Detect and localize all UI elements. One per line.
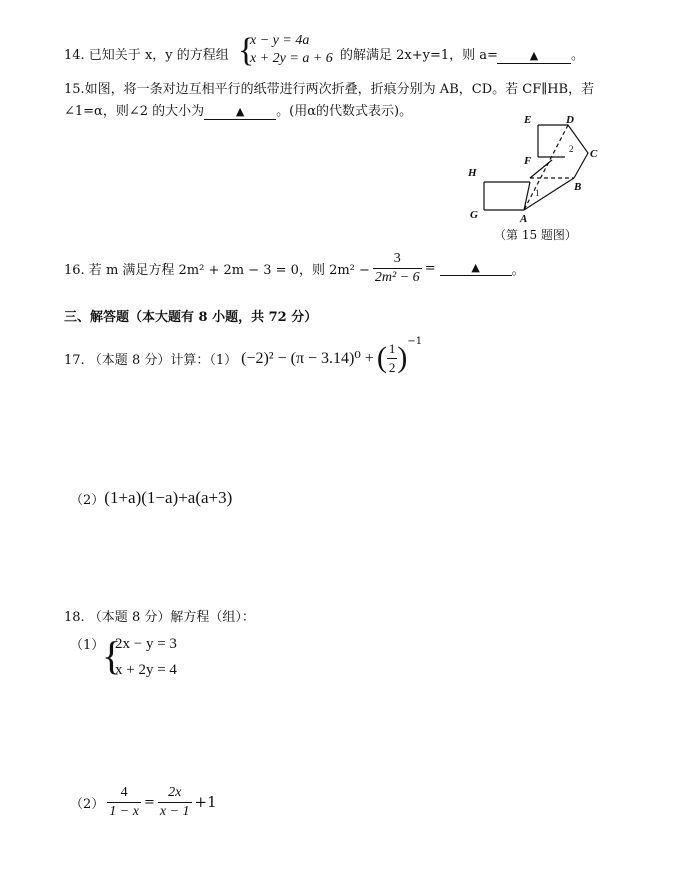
q17-exponent: −1 bbox=[407, 336, 423, 347]
q17-expr1: (−2)² − (π − 3.14)⁰ + bbox=[241, 350, 374, 367]
q16-line bbox=[64, 248, 525, 288]
q14-eq2: x + 2y = a + 6 bbox=[250, 51, 333, 66]
q16-equals: = bbox=[424, 260, 436, 276]
q16-fraction bbox=[373, 250, 422, 287]
q14-eq1: x − y = 4a bbox=[250, 33, 310, 48]
q16-frac-num: 3 bbox=[373, 250, 422, 269]
figure-label-C: C bbox=[590, 148, 598, 160]
q17-paren-close: ) bbox=[397, 341, 408, 374]
q17-frac-num: 1 bbox=[387, 340, 398, 359]
figure-label-B: B bbox=[574, 181, 582, 193]
q15-line2-b: 。(用α的代数式表示)。 bbox=[276, 104, 413, 119]
q17-label: 17. （本题 8 分）计算：（1） bbox=[64, 352, 238, 368]
section-heading: 三、解答题（本大题有 8 小题，共 72 分） bbox=[64, 310, 318, 325]
q18-sys-eq1: 2x − y = 3 bbox=[115, 636, 177, 652]
figure-angle-2: 2 bbox=[569, 144, 574, 154]
answer-triangle-icon: ▲ bbox=[471, 261, 480, 274]
q18-sys-eq2: x + 2y = 4 bbox=[115, 662, 177, 678]
q14-brace: { bbox=[238, 32, 255, 69]
q14-answer-blank bbox=[497, 44, 584, 64]
answer-triangle-icon: ▲ bbox=[235, 105, 245, 118]
q18-equals: = bbox=[143, 794, 155, 810]
q14-end: 。 bbox=[571, 48, 585, 63]
q17-line2 bbox=[70, 488, 232, 508]
q15-line1: 15.如图，将一条对边互相平行的纸带进行两次折叠，折痕分别为 AB，CD。若 CF∥HB，若 bbox=[64, 82, 595, 97]
figure-edge bbox=[530, 160, 552, 178]
q14-suffix: 的解满足 2x+y=1，则 a= bbox=[340, 48, 498, 63]
q18-part2 bbox=[70, 780, 217, 824]
q15-figure-caption: （第 15 题图） bbox=[494, 228, 577, 242]
figure-label-E: E bbox=[524, 114, 532, 126]
figure-label-D: D bbox=[566, 114, 574, 126]
q18-part1-label: （1） bbox=[70, 638, 105, 653]
q17-line1 bbox=[64, 338, 422, 378]
figure-angle-1: 1 bbox=[535, 188, 540, 198]
figure-edge bbox=[524, 182, 530, 210]
q14-prefix: 14. 已知关于 x，y 的方程组 bbox=[64, 48, 229, 63]
q18-part2-label: （2） bbox=[70, 796, 105, 812]
figure-edge bbox=[538, 125, 588, 178]
q17-frac-den: 2 bbox=[388, 359, 396, 375]
answer-triangle-icon: ▲ bbox=[529, 49, 539, 62]
q17-expr2: (1+a)(1−a)+a(a+3) bbox=[104, 488, 233, 507]
q15-line2-a: ∠1=α，则∠2 的大小为 bbox=[64, 104, 205, 119]
q16-end: 。 bbox=[511, 262, 525, 278]
q17-paren-open: ( bbox=[376, 341, 387, 374]
q18-frac1-den: 1 − x bbox=[109, 803, 139, 819]
q16-frac-den: 2m² − 6 bbox=[374, 269, 420, 285]
q17-frac bbox=[387, 340, 398, 377]
q18-frac1-num: 4 bbox=[107, 784, 141, 803]
q18-frac2 bbox=[158, 784, 192, 821]
figure-label-G: G bbox=[470, 209, 478, 221]
q17-part2-label: （2） bbox=[70, 492, 105, 508]
q18-frac2-den: x − 1 bbox=[159, 803, 190, 819]
q16-prefix: 16. 若 m 满足方程 2m² + 2m − 3 = 0，则 2m² − bbox=[64, 262, 370, 278]
figure-edge bbox=[524, 178, 574, 210]
q15-figure bbox=[462, 112, 612, 230]
q18-tail: +1 bbox=[194, 793, 217, 811]
q18-sys-brace: { bbox=[102, 633, 122, 678]
figure-label-A: A bbox=[520, 213, 528, 225]
figure-fold-dashed bbox=[524, 125, 568, 210]
q18-label: 18. （本题 8 分）解方程（组）： bbox=[64, 610, 255, 625]
figure-label-F: F bbox=[524, 155, 532, 167]
q18-frac1 bbox=[107, 784, 141, 821]
q15-line2 bbox=[64, 100, 412, 120]
q18-frac2-num: 2x bbox=[158, 784, 192, 803]
figure-label-H: H bbox=[468, 167, 477, 179]
